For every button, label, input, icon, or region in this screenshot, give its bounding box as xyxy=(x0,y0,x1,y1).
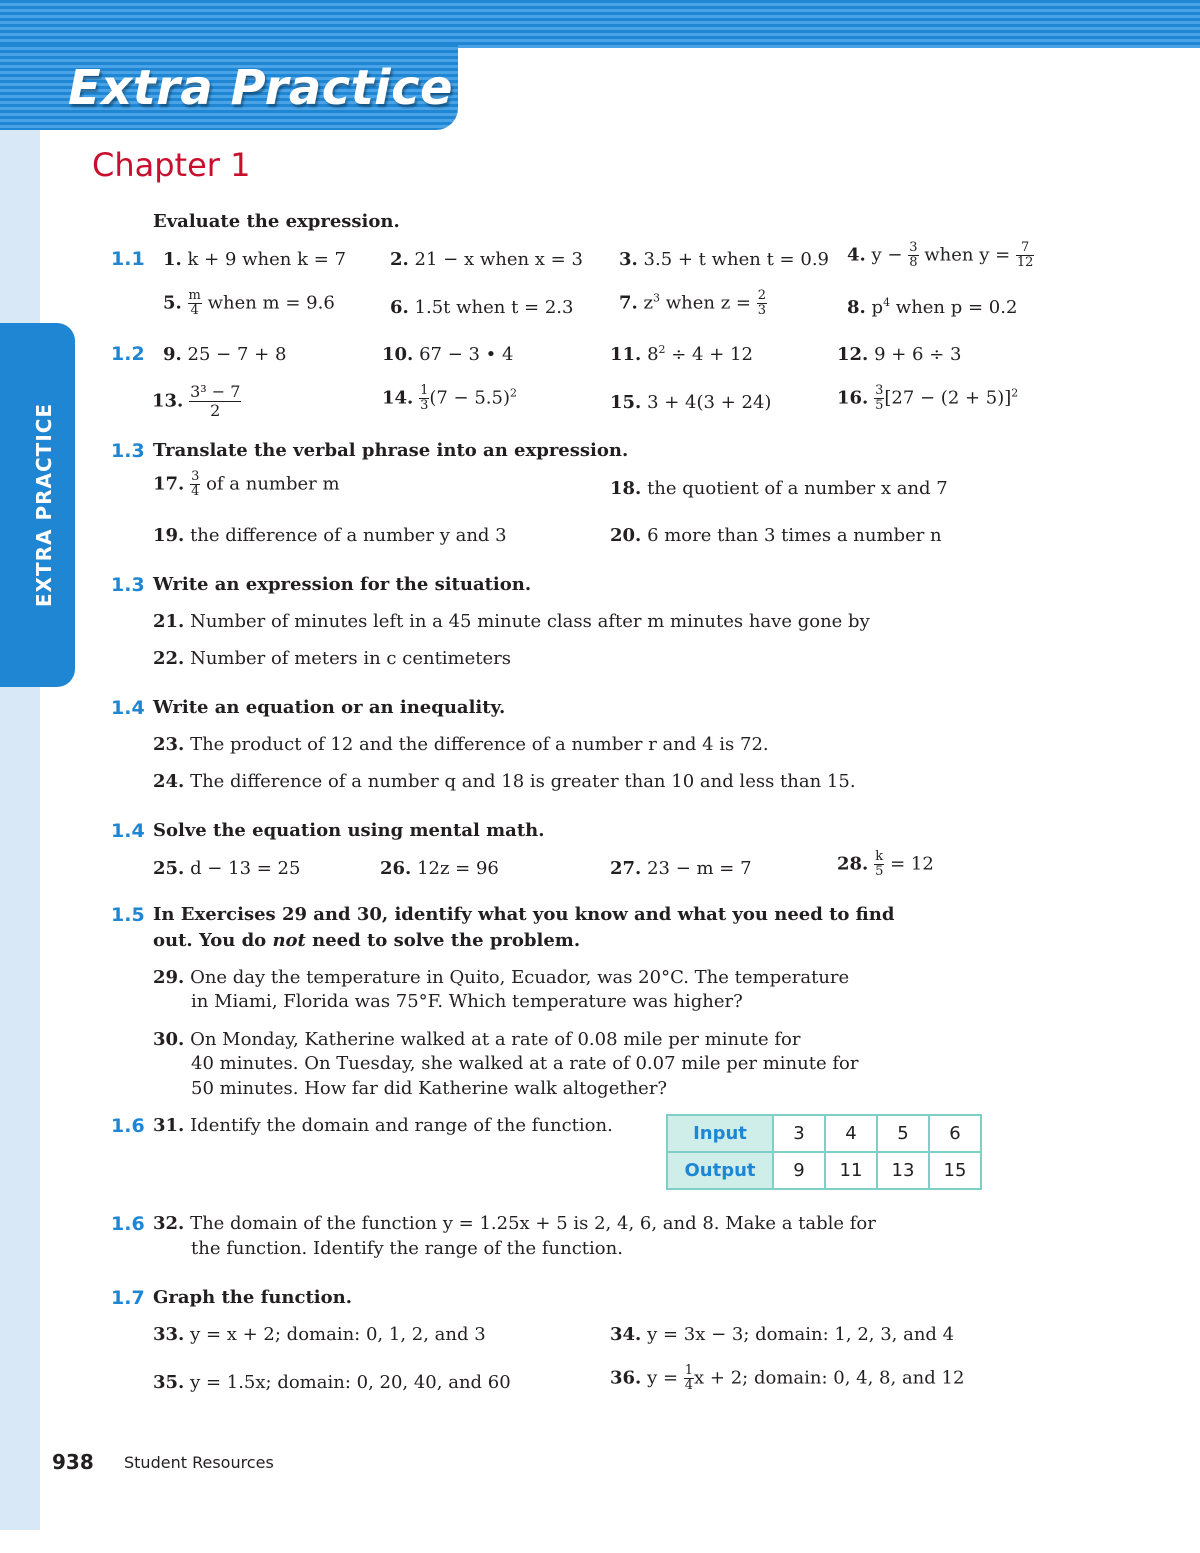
fraction xyxy=(757,289,767,318)
exercise-number: 23. xyxy=(153,734,185,755)
fraction xyxy=(188,289,202,318)
exercise-text: 67 − 3 • 4 xyxy=(419,344,514,365)
exercise-text: y = 1.5x; domain: 0, 20, 40, and 60 xyxy=(190,1372,511,1393)
fraction xyxy=(189,383,241,420)
section-heading: Evaluate the expression. xyxy=(153,211,400,232)
exercise-text: 23 − m = 7 xyxy=(647,858,752,879)
section-number: 1.4 xyxy=(111,697,145,719)
exercise-number: 10. xyxy=(382,344,414,365)
exercise-text: One day the temperature in Quito, Ecuador, was 20°C. The temperature xyxy=(190,967,850,988)
exercise-text: when z = xyxy=(660,292,757,314)
denominator: 4 xyxy=(190,303,199,318)
denominator: 5 xyxy=(875,864,884,879)
exercise-30-line3: 50 minutes. How far did Katherine walk altogether? xyxy=(191,1078,668,1099)
exercise-text: p xyxy=(871,297,884,318)
exercise-text: 12z = 96 xyxy=(417,858,499,879)
numerator: 3 xyxy=(191,469,200,484)
exercise-text: k + 9 when k = 7 xyxy=(187,249,346,270)
exercise-2 xyxy=(390,249,583,270)
exercise-16 xyxy=(837,384,1018,413)
fraction xyxy=(908,241,918,270)
exercise-text: when m = 9.6 xyxy=(201,292,335,314)
exercise-20 xyxy=(610,525,942,546)
fraction xyxy=(1016,241,1035,270)
section-heading-line2 xyxy=(153,930,580,951)
fraction xyxy=(190,470,200,499)
exercise-text: z xyxy=(643,292,654,314)
exercise-text: Number of minutes left in a 45 minute class after m minutes have gone by xyxy=(190,611,870,632)
exercise-3 xyxy=(619,249,829,270)
exercise-29-line2: in Miami, Florida was 75°F. Which temperature was higher? xyxy=(191,991,743,1012)
exercise-27 xyxy=(610,858,752,879)
exercise-28 xyxy=(837,850,934,879)
heading-text: need to solve the problem. xyxy=(305,930,581,951)
exercise-text: [27 − (2 + 5)] xyxy=(884,387,1012,409)
fraction xyxy=(419,384,429,413)
exercise-number: 35. xyxy=(153,1372,185,1393)
fraction xyxy=(684,1364,694,1393)
section-heading: In Exercises 29 and 30, identify what you know and what you need to find xyxy=(153,904,895,925)
exercise-29 xyxy=(153,967,849,988)
heading-emphasis: not xyxy=(272,930,306,951)
exercise-number: 19. xyxy=(153,525,185,546)
denominator: 2 xyxy=(210,401,221,420)
section-number: 1.1 xyxy=(111,248,145,270)
exercise-number: 5. xyxy=(163,292,182,314)
exercise-14 xyxy=(382,384,517,413)
exercise-text: Number of meters in c centimeters xyxy=(190,648,512,669)
exercise-32-line2: the function. Identify the range of the function. xyxy=(191,1238,623,1259)
section-number: 1.3 xyxy=(111,440,145,462)
exercise-9 xyxy=(163,344,286,365)
exponent: 4 xyxy=(883,296,891,309)
table-header-output: Output xyxy=(667,1152,773,1189)
exponent: 2 xyxy=(658,343,666,356)
exercise-number: 14. xyxy=(382,387,414,409)
exercise-36 xyxy=(610,1364,964,1393)
fraction xyxy=(874,384,884,413)
exercise-number: 36. xyxy=(610,1367,642,1389)
exercise-number: 21. xyxy=(153,611,185,632)
exercise-17 xyxy=(153,470,340,499)
numerator: 3 xyxy=(875,383,884,398)
exercise-22 xyxy=(153,648,511,669)
exercise-number: 17. xyxy=(153,473,185,495)
table-cell: 6 xyxy=(929,1115,981,1152)
exercise-35 xyxy=(153,1372,511,1393)
denominator: 4 xyxy=(684,1378,694,1393)
exercise-text: (7 − 5.5) xyxy=(429,387,510,409)
exercise-text: y = xyxy=(647,1367,684,1389)
exercise-number: 6. xyxy=(390,297,409,318)
numerator: 1 xyxy=(684,1363,694,1378)
exercise-number: 28. xyxy=(837,853,869,875)
denominator: 12 xyxy=(1016,255,1034,270)
exercise-text: the difference of a number y and 3 xyxy=(190,525,507,546)
exercise-12 xyxy=(837,344,961,365)
exercise-text: y = 3x − 3; domain: 1, 2, 3, and 4 xyxy=(647,1324,955,1345)
table-cell: 11 xyxy=(825,1152,877,1189)
exercise-30-line2: 40 minutes. On Tuesday, she walked at a rate of 0.07 mile per minute for xyxy=(191,1053,859,1074)
section-heading: Write an expression for the situation. xyxy=(153,574,532,595)
exercise-text: 3.5 + t when t = 0.9 xyxy=(643,249,829,270)
footer-label: Student Resources xyxy=(124,1453,274,1472)
exercise-text: x + 2; domain: 0, 4, 8, and 12 xyxy=(694,1367,965,1389)
exercise-19 xyxy=(153,525,507,546)
side-tab xyxy=(0,323,75,687)
section-heading: Translate the verbal phrase into an expression. xyxy=(153,440,629,461)
exercise-number: 32. xyxy=(153,1213,185,1234)
exponent: 2 xyxy=(510,386,517,400)
exercise-31 xyxy=(153,1115,613,1136)
exercise-4 xyxy=(847,241,1034,270)
section-number: 1.4 xyxy=(111,820,145,842)
section-number: 1.7 xyxy=(111,1287,145,1309)
exercise-text: 25 − 7 + 8 xyxy=(187,344,287,365)
exercise-number: 24. xyxy=(153,771,185,792)
table-header-input: Input xyxy=(667,1115,773,1152)
section-number: 1.6 xyxy=(111,1213,145,1235)
denominator: 3 xyxy=(757,303,766,318)
exercise-10 xyxy=(382,344,513,365)
exercise-text: 6 more than 3 times a number n xyxy=(647,525,942,546)
denominator: 3 xyxy=(420,398,429,413)
section-number: 1.6 xyxy=(111,1115,145,1137)
exercise-number: 7. xyxy=(619,292,638,314)
exercise-number: 27. xyxy=(610,858,642,879)
exercise-number: 11. xyxy=(610,344,642,365)
section-heading: Graph the function. xyxy=(153,1287,352,1308)
page-number: 938 xyxy=(52,1450,94,1474)
exercise-number: 13. xyxy=(152,390,184,412)
exercise-number: 29. xyxy=(153,967,185,988)
exercise-number: 25. xyxy=(153,858,185,879)
numerator: 2 xyxy=(757,288,766,303)
page-title: Extra Practice xyxy=(68,60,454,116)
exercise-text: The domain of the function y = 1.25x + 5 is 2, 4, 6, and 8. Make a table for xyxy=(190,1213,876,1234)
section-number: 1.3 xyxy=(111,574,145,596)
exercise-text: The product of 12 and the difference of a number r and 4 is 72. xyxy=(190,734,769,755)
exercise-text: 8 xyxy=(647,344,659,365)
exercise-number: 26. xyxy=(380,858,412,879)
section-number: 1.5 xyxy=(111,904,145,926)
exercise-23 xyxy=(153,734,769,755)
section-heading: Solve the equation using mental math. xyxy=(153,820,545,841)
exercise-number: 22. xyxy=(153,648,185,669)
exercise-number: 30. xyxy=(153,1029,185,1050)
exercise-number: 16. xyxy=(837,387,869,409)
exercise-number: 20. xyxy=(610,525,642,546)
table-cell: 4 xyxy=(825,1115,877,1152)
exercise-7 xyxy=(619,289,767,318)
section-heading: Write an equation or an inequality. xyxy=(153,697,506,718)
exercise-text: y − xyxy=(871,244,909,266)
exponent: 2 xyxy=(1011,386,1019,400)
exercise-11 xyxy=(610,344,753,365)
exercise-32 xyxy=(153,1213,876,1234)
exercise-number: 2. xyxy=(390,249,409,270)
denominator: 5 xyxy=(875,398,884,413)
exponent: 3 xyxy=(653,291,661,305)
denominator: 8 xyxy=(909,255,918,270)
exercise-number: 18. xyxy=(610,478,642,499)
exercise-text: of a number m xyxy=(200,473,340,495)
chapter-heading: Chapter 1 xyxy=(92,146,251,184)
exercise-text: On Monday, Katherine walked at a rate of 0.08 mile per minute for xyxy=(190,1029,801,1050)
exercise-number: 33. xyxy=(153,1324,185,1345)
table-cell: 5 xyxy=(877,1115,929,1152)
exercise-30 xyxy=(153,1029,800,1050)
exercise-21 xyxy=(153,611,870,632)
exercise-text: 3 + 4(3 + 24) xyxy=(647,392,772,413)
exercise-18 xyxy=(610,478,948,499)
exercise-number: 9. xyxy=(163,344,182,365)
exercise-text: y = x + 2; domain: 0, 1, 2, and 3 xyxy=(190,1324,486,1345)
numerator: m xyxy=(188,288,201,303)
top-banner xyxy=(0,0,1200,48)
table-row-output xyxy=(667,1152,981,1189)
exercise-text: 1.5t when t = 2.3 xyxy=(414,297,574,318)
table-cell: 9 xyxy=(773,1152,825,1189)
exercise-34 xyxy=(610,1324,954,1345)
exercise-8 xyxy=(847,297,1017,318)
exercise-25 xyxy=(153,858,300,879)
heading-text: out. You do xyxy=(153,930,273,951)
exercise-text: Identify the domain and range of the function. xyxy=(190,1115,613,1136)
exercise-5 xyxy=(163,289,335,318)
title-banner xyxy=(0,44,458,130)
numerator: k xyxy=(875,849,884,864)
fraction xyxy=(874,850,884,879)
function-table xyxy=(666,1114,982,1190)
numerator: 3³ − 7 xyxy=(190,382,241,401)
denominator: 4 xyxy=(191,484,200,499)
exercise-text: = 12 xyxy=(884,853,934,875)
exercise-text: 21 − x when x = 3 xyxy=(414,249,583,270)
table-cell: 3 xyxy=(773,1115,825,1152)
exercise-number: 12. xyxy=(837,344,869,365)
exercise-text: when y = xyxy=(918,244,1016,266)
exercise-text: 9 + 6 ÷ 3 xyxy=(874,344,962,365)
table-cell: 13 xyxy=(877,1152,929,1189)
exercise-text: d − 13 = 25 xyxy=(190,858,301,879)
exercise-number: 31. xyxy=(153,1115,185,1136)
exercise-1 xyxy=(163,249,346,270)
side-tab-label: EXTRA PRACTICE xyxy=(32,402,56,608)
exercise-text: when p = 0.2 xyxy=(890,297,1018,318)
exercise-number: 4. xyxy=(847,244,866,266)
exercise-number: 1. xyxy=(163,249,182,270)
exercise-text: The difference of a number q and 18 is greater than 10 and less than 15. xyxy=(190,771,856,792)
exercise-number: 34. xyxy=(610,1324,642,1345)
exercise-33 xyxy=(153,1324,486,1345)
exercise-number: 3. xyxy=(619,249,638,270)
exercise-13 xyxy=(152,383,241,420)
exercise-text: the quotient of a number x and 7 xyxy=(647,478,948,499)
exercise-26 xyxy=(380,858,499,879)
exercise-number: 8. xyxy=(847,297,866,318)
section-number: 1.2 xyxy=(111,343,145,365)
exercise-15 xyxy=(610,392,771,413)
table-row-input xyxy=(667,1115,981,1152)
exercise-text: ÷ 4 + 12 xyxy=(665,344,753,365)
numerator: 7 xyxy=(1016,241,1035,256)
exercise-24 xyxy=(153,771,856,792)
table-cell: 15 xyxy=(929,1152,981,1189)
exercise-6 xyxy=(390,297,573,318)
numerator: 1 xyxy=(420,383,429,398)
exercise-number: 15. xyxy=(610,392,642,413)
numerator: 3 xyxy=(909,240,918,255)
